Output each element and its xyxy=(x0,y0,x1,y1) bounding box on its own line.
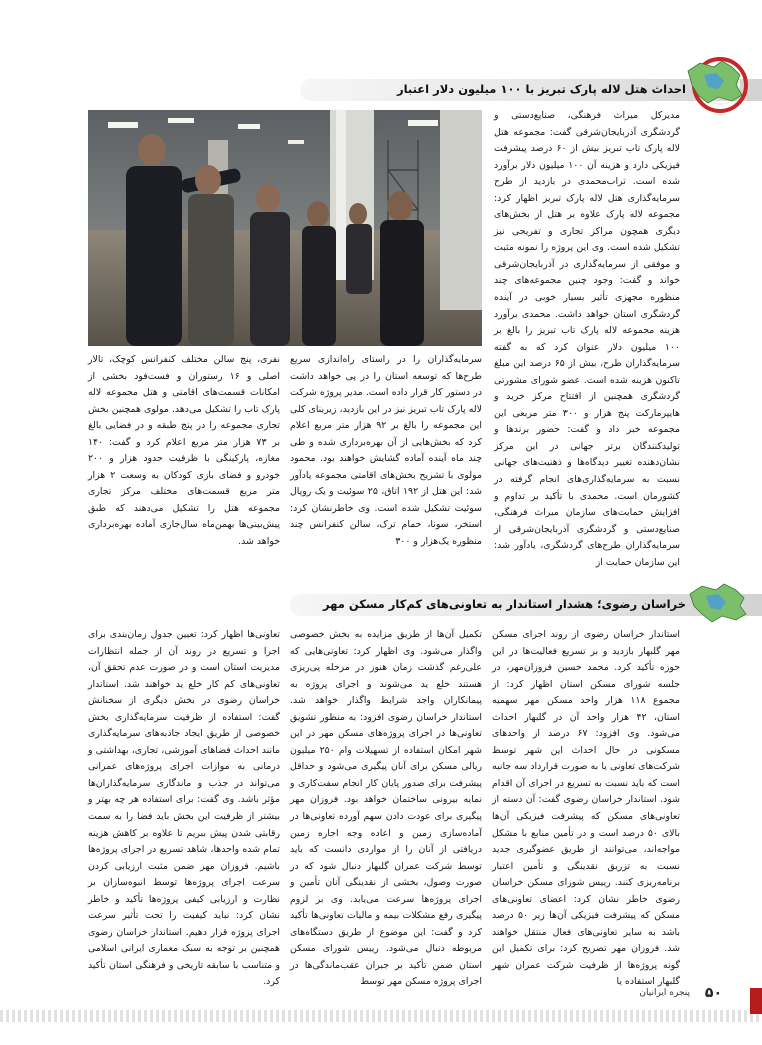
footer-decoration-band xyxy=(0,1010,762,1022)
article2-column-3: تعاونی‌ها اظهار کرد: تعیین جدول زمان‌بندی برای اجرا و تسریع در روند آن از جمله انتظارات مدیریت استان است و در صورت عدم تحقق آن، تعاونی‌های کم کار خلع ید خواهند شد. استاندار خراسان رضوی در بخش دیگری از سخنانش گفت: استفاده از ظرفیت سرمایه‌گذاری بخش خصوصی از طریق ایجاد جاذبه‌های سرمایه‌گذاری مانند احداث فضاهای آموزشی، تجاری، بهداشتی و درمانی به موازات اجرای پروژه‌های عمرانی می‌تواند در جذب و ماندگاری سرمایه‌گذاران‌ها مؤثر باشد. وی گفت: برای استفاده هر چه بهتر و بیشتر از ظرفیت این بخش باید فضا را به سمت رقابتی شدن پیش ببریم تا علاوه بر کاهش هزینه تمام شده واحدها، شاهد تسریع در اجرای پروژه‌ها باشیم. فروزان مهر ضمن مثبت ارزیابی کردن سرعت اجرای پروژه‌ها توسط انبوه‌سازان بر نظارت و ارزیابی کیفی پروژه‌ها تأکید و خاطر نشان کرد: نباید کیفیت را تحت تأثیر سرعت اجرای پروژه قرار دهیم. استاندار خراسان رضوی همچنین بر توجه به سبک معماری ایرانی اسلامی و متناسب با سابقه تاریخی و فرهنگی استان تأکید کرد. xyxy=(88,629,280,988)
article2-title: خراسان رضوی؛ هشدار استاندار به تعاونی‌های کم‌کار مسکن مهر xyxy=(322,597,686,611)
article1-title: احداث هتل لاله پارک تبریز با ۱۰۰ میلیون دلار اعتبار xyxy=(396,82,686,96)
magazine-name: پنجره ایرانیان xyxy=(639,988,690,998)
article1-column-right: مدیرکل میراث فرهنگی، صنایع‌دستی و گردشگری آذربایجان‌شرقی گفت: مجموعه هتل لاله پارک تاب تبریز بیش از ۶۰ درصد پیشرفت فیزیکی دارد و هزینه آن ۱۰۰ میلیون دلار برآورد شده است. تراب‌محمدی در بازدید از طرح سرمایه‌گذاری هتل لاله پارک تبریز اظهار کرد: مجموعه لاله پارک علاوه بر هتل از بخش‌های دیگری همچون مراکز تجاری و تفریحی نیز تشکیل شده است. وی این پروژه را نمونه مثبت و موفقی از سرمایه‌گذاری در آذربایجان‌شرقی خواند و گفت: وجود چنین مجموعه‌های چند منظوره مجهزی تأثیر بسیار خوبی در آینده گردشگری استان خواهد داشت. محمدی برآورد هزینه مجموعه لاله پارک تاب تبریز را بالغ بر ۱۰۰ میلیون دلار عنوان کرد که به گفته سرمایه‌گذاران طرح، بیش از ۶۵ درصد این مبلغ تاکنون هزینه شده است. عضو شورای مشورتی گردشگری همچنین از افتتاح مرکز خرید و هایپرمارکت پنج هزار و ۳۰۰ متر مربعی این مجموعه خبر داد و گفت: حضور برندها و تولیدکنندگان برتر جهانی در این مرکز نشان‌دهنده تغییر دیدگاه‌ها و ذهنیت‌های جهانی نسبت به سرمایه‌گذاری‌های انجام گرفته در کشورمان است. محمدی با تأکید بر تداوم و افزایش حمایت‌های سازمان میراث فرهنگی، صنایع‌دستی و گردشگری آذربایجان‌شرقی از سرمایه‌گذاران طرح‌های گردشگری، یادآور شد: این سازمان حمایت از xyxy=(494,110,680,568)
iran-map-logo-icon xyxy=(674,55,758,113)
footer-red-marker xyxy=(750,988,762,1014)
article1-column-left: نفری، پنج سالن مختلف کنفرانس کوچک، تالار اصلی و ۱۶ رستوران و فست‌فود بخشی از امکانات قسمت‌های اقامتی و هتل مجموعه لاله پارک تاب را تشکیل می‌دهد. مولوی همچنین بخش تجاری مجموعه را در پنج طبقه و در فضایی بالغ بر ۷۳ هزار متر مربع اعلام کرد و گفت: ۱۴۰ مغازه، پارکینگی با ظرفیت حدود هزار و ۲۰۰ خودرو و فضای بازی کودکان به وسعت ۲ هزار متر مربع قسمت‌های مختلف مرکز تجاری مجموعه هتل را تشکیل می‌دهند که طبق پیش‌بینی‌ها بهمن‌ماه سال‌جاری آماده بهره‌برداری خواهد شد. xyxy=(88,354,280,548)
article2-column-1: استاندار خراسان رضوی از روند اجرای مسکن مهر گلبهار بازدید و بر تسریع فعالیت‌ها در این حوزه تأکید کرد. محمد حسین فروزان‌مهر، در جلسه شورای مسکن استان اظهار کرد: از مجموع ۱۱۸ هزار واحد مسکن مهر سهمیه استان، ۴۲ هزار واحد آن در گلبهار احداث می‌شود. وی افزود: ۶۷ درصد از واحدهای مسکونی در حال احداث این شهر توسط شرکت‌های تعاونی یا به صورت قرارداد سه جانبه است که باید نسبت به تسریع در اجرای آن اقدام شود. استاندار خراسان رضوی گفت: آن دسته از تعاونی‌های مسکن که پیشرفت فیزیکی آن‌ها بالای ۵۰ درصد است و در تأمین منابع با مشکل مواجه‌اند، می‌توانند از طریق عضوگیری جدید نسبت به تزریق نقدینگی و تأمین اعتبار برنامه‌ریزی کنند. رییس شورای مسکن خراسان رضوی خاطر نشان کرد: اعضای تعاونی‌های مسکن که پیشرفت فیزیکی آن‌ها زیر ۵۰ درصد باشد به سایر تعاونی‌های فعال منتقل خواهند شد. فروزان مهر تصریح کرد: برای تکمیل این گونه پروژه‌ها از ظرفیت شرکت عمران شهر گلبهار استفاده یا xyxy=(492,629,680,988)
hotel-visit-photo xyxy=(88,110,482,346)
footer-page-box xyxy=(639,983,762,1013)
article1-column-middle: سرمایه‌گذاران را در راستای راه‌اندازی سریع طرح‌ها که توسعه استان را در پی خواهد داشت در دستور کار قرار داده است. مدیر پروژه شرکت لاله پارک تاب تبریز نیز در این بازدید، زیربنای کلی این مجموعه را بالغ بر ۹۲ هزار متر مربع اعلام کرد که بخش‌هایی از آن بهره‌برداری شده و طی چند ماه آینده آماده گشایش خواهند بود. محمود مولوی با تشریح بخش‌های اقامتی مجموعه یادآور شد: این هتل از ۱۹۲ اتاق، ۲۵ سوئیت و یک رویال سوئیت تشکیل شده است. وی خاطرنشان کرد: استخر، سونا، حمام ترک، سالن کنفرانس چند منظوره یک‌هزار و ۳۰۰ xyxy=(290,354,482,548)
iran-map-logo-icon-2 xyxy=(684,580,754,622)
article2-column-2: تکمیل آن‌ها از طریق مزایده به بخش خصوصی واگذار می‌شود. وی اظهار کرد: تعاونی‌هایی که علی‌رغم گذشت زمان هنوز در مرحله پی‌ریزی هستند خلع ید می‌شوند و اجرای پروژه به پیمانکاران واجد شرایط واگذار خواهد شد. استاندار خراسان رضوی افزود: به منظور تشویق تعاونی‌ها در اجرای پروژه‌های مسکن مهر در این شهر امکان استفاده از تسهیلات وام ۲۵۰ میلیون ریالی مسکن برای آنان پیگیری می‌شود و حداقل پیشرفت برای صدور پایان کار انجام سفت‌کاری و نمایه بیرونی ساختمان خواهد بود. فروزان مهر پیگیری برای عودت دادن سهم آورده تعاونی‌ها در آماده‌سازی زمین و اعاده وجه اجاره زمین دریافتی از آنان را از مواردی دانست که باید توسط شرکت عمران گلبهار دنبال شود که در صورت وصول، بخشی از نقدینگی آنان تأمین و اجرای پروژه‌ها سرعت می‌یابد. وی بر لزوم پیگیری رفع مشکلات بیمه و مالیات تعاونی‌ها تأکید کرد و گفت: این موضوع از طریق دستگاه‌های مربوطه دنبال می‌شود. رییس شورای مسکن استان ضمن تأکید بر جبران عقب‌ماندگی‌ها در اجرای پروژه مسکن مهر توسط xyxy=(290,629,482,988)
page-number: ۵۰ xyxy=(704,985,722,1001)
